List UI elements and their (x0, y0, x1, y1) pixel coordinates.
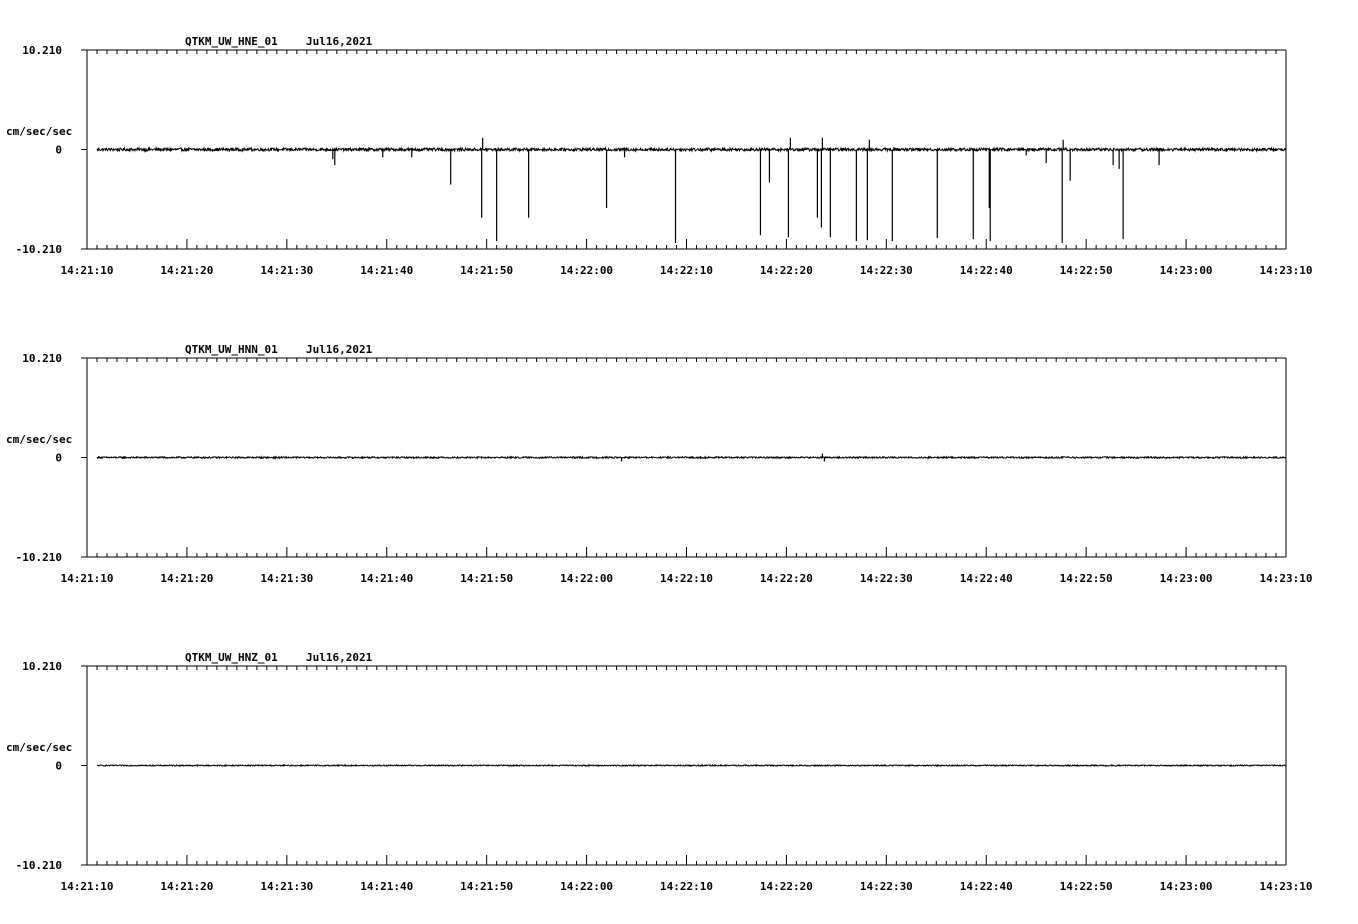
y-tick-label: -10.210 (15, 243, 62, 256)
y-tick-label: 10.210 (22, 44, 62, 57)
x-tick-label: 14:21:20 (160, 880, 214, 893)
panel-date: Jul16,2021 (306, 35, 373, 48)
x-tick-label: 14:23:10 (1259, 264, 1313, 277)
x-tick-label: 14:21:20 (160, 572, 214, 585)
x-tick-label: 14:22:30 (859, 264, 913, 277)
x-tick-label: 14:21:50 (460, 880, 514, 893)
x-tick-label: 14:21:50 (460, 572, 514, 585)
y-tick-label: 0 (55, 143, 62, 157)
x-tick-label: 14:21:40 (360, 572, 414, 585)
x-tick-label: 14:21:10 (60, 264, 114, 277)
waveform-trace (97, 765, 1286, 766)
x-tick-label: 14:22:50 (1059, 572, 1113, 585)
x-tick-label: 14:22:50 (1059, 264, 1113, 277)
x-tick-label: 14:22:10 (660, 264, 713, 277)
x-tick-label: 14:21:40 (360, 880, 414, 893)
x-tick-label: 14:22:20 (759, 572, 813, 585)
x-tick-label: 14:23:10 (1259, 880, 1313, 893)
x-tick-label: 14:21:10 (60, 572, 114, 585)
y-axis-label: cm/sec/sec (6, 433, 73, 446)
x-tick-label: 14:21:30 (260, 572, 314, 585)
x-tick-label: 14:22:00 (560, 880, 614, 893)
x-tick-label: 14:22:00 (560, 572, 614, 585)
y-axis-label: cm/sec/sec (6, 741, 73, 754)
x-tick-label: 14:21:10 (60, 880, 114, 893)
panel-1 (6, 35, 1312, 277)
x-tick-label: 14:21:40 (360, 264, 414, 277)
x-tick-label: 14:22:10 (660, 572, 713, 585)
x-tick-label: 14:21:20 (160, 264, 214, 277)
x-tick-label: 14:22:10 (660, 880, 713, 893)
y-tick-label: -10.210 (15, 859, 62, 872)
x-tick-label: 14:22:40 (959, 572, 1013, 585)
panel-title: QTKM_UW_HNE_01 (185, 35, 278, 48)
y-tick-label: 10.210 (22, 352, 62, 365)
x-tick-label: 14:22:30 (859, 880, 913, 893)
x-tick-label: 14:23:00 (1159, 880, 1213, 893)
y-tick-label: 10.210 (22, 660, 62, 673)
panel-3 (6, 651, 1312, 893)
x-tick-label: 14:22:30 (859, 572, 913, 585)
y-tick-label: -10.210 (15, 551, 62, 564)
x-tick-label: 14:22:40 (959, 264, 1013, 277)
panel-2 (6, 343, 1312, 585)
x-tick-label: 14:22:40 (959, 880, 1013, 893)
waveform-trace (97, 148, 1286, 151)
x-tick-label: 14:22:50 (1059, 880, 1113, 893)
panel-date: Jul16,2021 (306, 343, 373, 356)
x-tick-label: 14:23:10 (1259, 572, 1313, 585)
x-tick-label: 14:23:00 (1159, 264, 1213, 277)
x-tick-label: 14:21:30 (260, 264, 314, 277)
x-tick-label: 14:21:50 (460, 264, 514, 277)
x-tick-label: 14:22:20 (759, 880, 813, 893)
y-tick-label: 0 (55, 451, 62, 465)
x-tick-label: 14:21:30 (260, 880, 314, 893)
x-tick-label: 14:22:20 (759, 264, 813, 277)
y-tick-label: 0 (55, 759, 62, 773)
panel-title: QTKM_UW_HNZ_01 (185, 651, 278, 664)
panel-date: Jul16,2021 (306, 651, 373, 664)
panel-title: QTKM_UW_HNN_01 (185, 343, 278, 356)
x-tick-label: 14:23:00 (1159, 572, 1213, 585)
waveform-trace (97, 457, 1286, 459)
x-tick-label: 14:22:00 (560, 264, 614, 277)
y-axis-label: cm/sec/sec (6, 125, 73, 138)
